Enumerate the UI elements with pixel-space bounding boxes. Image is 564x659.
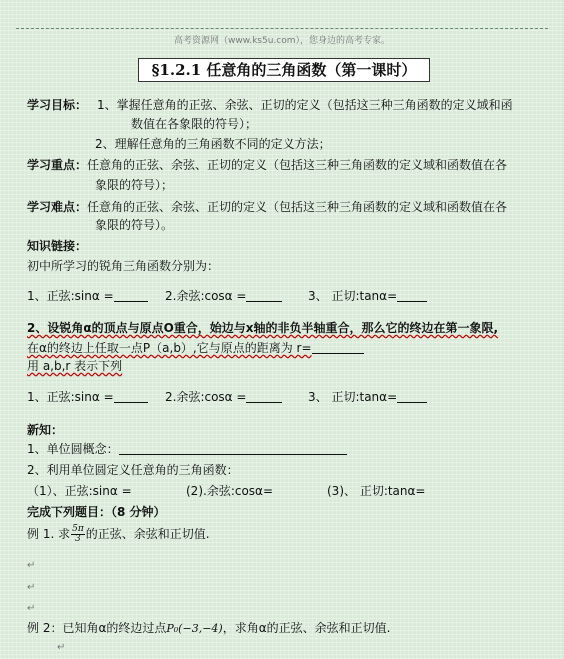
key-points-text: 任意角的正弦、余弦、正切的定义（包括这三种三角函数的定义域和函数值在各: [87, 158, 508, 172]
tan-blank[interactable]: [397, 289, 427, 302]
q2-text1: 2、设锐角α的顶点与原点O重合，始边与x轴的非负半轴重合，那么它的终边在第一象限,: [27, 321, 499, 335]
unit-circle-question: [27, 440, 347, 457]
return-mark: ↵: [27, 560, 36, 571]
difficulties-text: 任意角的正弦、余弦、正切的定义（包括这三种三角函数的定义域和函数值在各: [87, 200, 508, 214]
new-sin: （1）、正弦:sinα =: [27, 484, 132, 498]
knowledge-q2-line1: [27, 319, 498, 336]
cos-blank[interactable]: [246, 390, 282, 403]
sin-blank[interactable]: [114, 390, 148, 403]
ex2-prefix: 例 2：已知角α的终边过点: [27, 621, 167, 635]
objectives-line1: [27, 96, 513, 113]
key-points-cont: 象限的符号）；: [95, 178, 174, 192]
return-mark: ↵: [57, 642, 66, 653]
header-divider: [16, 28, 548, 29]
knowledge-q2-line3: [27, 357, 122, 374]
new-knowledge-label: 新知：: [27, 423, 64, 437]
unit-circle-blank[interactable]: [119, 442, 347, 455]
example-1: [27, 525, 210, 544]
cos-label: 2.余弦:cosα =: [165, 289, 247, 303]
tan-label: 3、 正切:tanα=: [308, 390, 398, 404]
five-pi-over-three: [71, 525, 85, 544]
ex1-prefix: 例 1. 求: [27, 527, 71, 541]
knowledge-intro: 初中所学习的锐角三角函数分别为：: [27, 259, 220, 273]
distance-blank[interactable]: [312, 341, 364, 354]
example-2: [27, 619, 390, 636]
knowledge-row2-tan: [308, 388, 427, 405]
knowledge-row2-sin: [27, 388, 148, 405]
knowledge-row1-sin: [27, 287, 148, 304]
sin-label: 1、正弦:sinα =: [27, 390, 114, 404]
return-mark: ↵: [27, 603, 36, 614]
q2-text3: 用 a,b,r 表示下列: [27, 359, 123, 373]
difficulties-label: 学习难点：: [27, 200, 88, 214]
difficulties-cont: 象限的符号）。: [95, 218, 174, 232]
objectives-item1-cont: 数值在各象限的符号）；: [131, 117, 258, 131]
cos-label: 2.余弦:cosα =: [165, 390, 247, 404]
ex2-suffix: ，求角α的正弦、余弦和正切值.: [222, 621, 391, 635]
objectives-label: 学习目标：: [27, 98, 88, 112]
difficulties-line1: [27, 198, 507, 215]
new-tan: (3)、 正切:tanα=: [327, 484, 426, 498]
objectives-item2: 2、理解任意角的三角函数不同的定义方法；: [95, 137, 331, 151]
knowledge-row1-cos: [165, 287, 282, 304]
fraction-numerator: 5π: [72, 524, 84, 534]
knowledge-label: 知识链接：: [27, 239, 88, 253]
sin-blank[interactable]: [114, 289, 148, 302]
tan-label: 3、 正切:tanα=: [308, 289, 398, 303]
knowledge-row1-tan: [308, 287, 427, 304]
page-header: 高考资源网（www.ks5u.com），您身边的高考专家。: [173, 36, 391, 46]
q2-text2: 在α的终边上任取一点P（a,b）,它与原点的距离为 r=: [27, 341, 312, 355]
knowledge-row2-cos: [165, 388, 282, 405]
sin-label: 1、正弦:sinα =: [27, 289, 114, 303]
ex1-suffix: 的正弦、余弦和正切值.: [85, 527, 210, 541]
exercise-label: 完成下列题目：（8 分钟）: [27, 505, 166, 519]
tan-blank[interactable]: [397, 390, 427, 403]
objectives-item1: 1、掌握任意角的正弦、余弦、正切的定义（包括这三种三角函数的定义域和函: [97, 98, 513, 112]
key-points-line1: [27, 156, 507, 173]
page-title: §1.2.1 任意角的三角函数（第一课时）: [138, 58, 430, 82]
point-p0: P₀(−3,−4): [166, 622, 223, 635]
key-points-label: 学习重点：: [27, 158, 88, 172]
define-trig-question: 2、利用单位圆定义任意角的三角函数：: [27, 463, 239, 477]
cos-blank[interactable]: [246, 289, 282, 302]
knowledge-q2-line2: [27, 339, 364, 356]
fraction-denominator: 3: [75, 534, 81, 544]
new-cos: (2).余弦:cosα=: [186, 484, 274, 498]
unit-circle-label: 1、单位圆概念：: [27, 442, 119, 456]
return-mark: ↵: [27, 582, 36, 593]
